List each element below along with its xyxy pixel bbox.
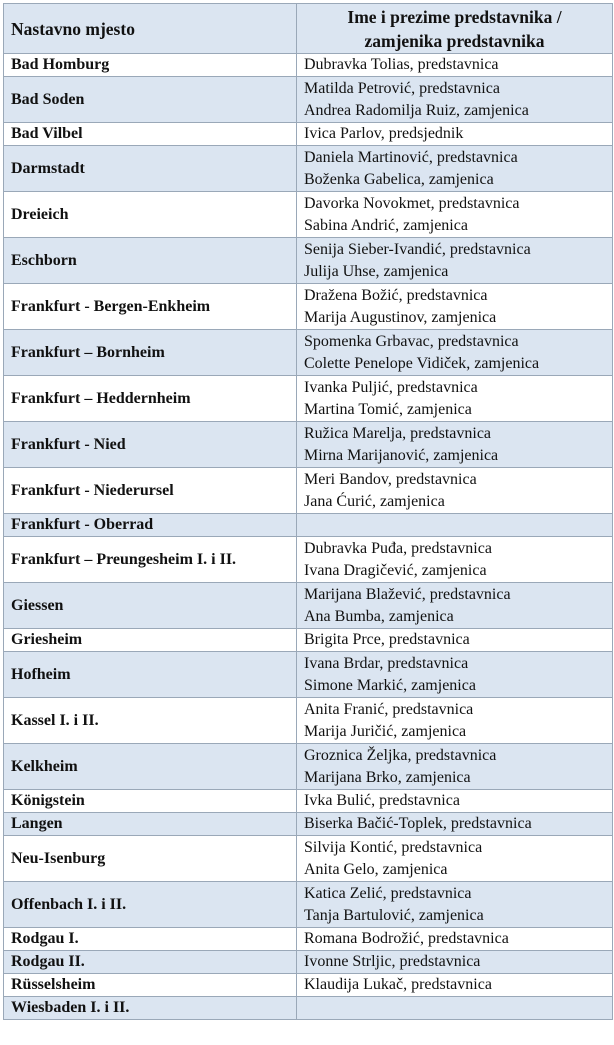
representatives-table (3, 3, 613, 1020)
representative-cell (297, 376, 613, 422)
representative-cell (297, 330, 613, 376)
representative-name: Groznica Željka, predstavnica (304, 746, 497, 764)
table-row (4, 238, 613, 284)
teaching-location-cell: Bad Soden (4, 77, 297, 123)
table-row (4, 192, 613, 238)
table-row (4, 583, 613, 629)
teaching-location-cell: Wiesbaden I. i II. (4, 997, 297, 1020)
representative-name: Ana Bumba, zamjenica (304, 607, 454, 625)
table-row (4, 77, 613, 123)
representative-name: Marijana Brko, zamjenica (304, 768, 471, 786)
representative-name: Simone Markić, zamjenica (304, 676, 476, 694)
representative-name: Romana Bodrožić, predstavnica (304, 930, 509, 947)
header-representative-name (297, 4, 613, 54)
teaching-location-cell: Frankfurt - Niederursel (4, 468, 297, 514)
teaching-location-cell: Rüsselsheim (4, 974, 297, 997)
representative-name: Jana Ćurić, zamjenica (304, 492, 445, 510)
teaching-location-cell: Königstein (4, 790, 297, 813)
teaching-location-cell: Kelkheim (4, 744, 297, 790)
teaching-location-cell: Frankfurt - Nied (4, 422, 297, 468)
representative-name: Katica Zelić, predstavnica (304, 884, 472, 902)
table-row (4, 123, 613, 146)
representative-name: Daniela Martinović, predstavnica (304, 148, 518, 166)
representative-name: Matilda Petrović, predstavnica (304, 79, 500, 97)
representative-name: Ivka Bulić, predstavnica (304, 792, 460, 809)
table-row (4, 698, 613, 744)
representative-cell (297, 146, 613, 192)
table-row (4, 284, 613, 330)
table-row (4, 146, 613, 192)
teaching-location-cell: Frankfurt – Heddernheim (4, 376, 297, 422)
representative-name: Davorka Novokmet, predstavnica (304, 194, 520, 212)
teaching-location-cell: Frankfurt - Bergen-Enkheim (4, 284, 297, 330)
table-row (4, 951, 613, 974)
representative-name: Ivonne Strljic, predstavnica (304, 953, 481, 970)
table-row (4, 468, 613, 514)
representative-name: Mirna Marijanović, zamjenica (304, 446, 499, 464)
representative-name: Spomenka Grbavac, predstavnica (304, 332, 519, 350)
table-row (4, 813, 613, 836)
table-row (4, 974, 613, 997)
table-row (4, 997, 613, 1020)
teaching-location-cell: Langen (4, 813, 297, 836)
teaching-location-cell: Eschborn (4, 238, 297, 284)
teaching-location-cell: Rodgau I. (4, 928, 297, 951)
teaching-location-cell: Giessen (4, 583, 297, 629)
representative-name: Senija Sieber-Ivandić, predstavnica (304, 240, 531, 258)
representative-cell (297, 468, 613, 514)
representative-name: Tanja Bartulović, zamjenica (304, 906, 484, 924)
teaching-location-cell: Griesheim (4, 629, 297, 652)
teaching-location-cell: Frankfurt – Bornheim (4, 330, 297, 376)
table-row (4, 537, 613, 583)
representative-cell (297, 54, 613, 77)
representative-name: Julija Uhse, zamjenica (304, 262, 449, 280)
representative-cell (297, 882, 613, 928)
representative-name: Sabina Andrić, zamjenica (304, 216, 468, 234)
representative-name: Boženka Gabelica, zamjenica (304, 170, 494, 188)
representative-cell (297, 192, 613, 238)
representative-cell (297, 951, 613, 974)
representative-name: Biserka Bačić-Toplek, predstavnica (304, 815, 532, 832)
table-row (4, 882, 613, 928)
representative-cell (297, 744, 613, 790)
table-header-row (4, 4, 613, 54)
representative-cell (297, 123, 613, 146)
representative-name: Klaudija Lukač, predstavnica (304, 976, 492, 993)
representative-cell (297, 238, 613, 284)
table-row (4, 928, 613, 951)
representative-cell (297, 813, 613, 836)
representative-cell (297, 790, 613, 813)
header-col2-line2: zamjenika predstavnika (364, 30, 545, 51)
representative-name: Anita Franić, predstavnica (304, 700, 474, 718)
teaching-location-cell: Rodgau II. (4, 951, 297, 974)
representative-cell (297, 77, 613, 123)
representative-cell (297, 514, 613, 537)
representative-cell (297, 652, 613, 698)
table-body (4, 54, 613, 1020)
representative-name: Marija Juričić, zamjenica (304, 722, 467, 740)
representative-cell (297, 836, 613, 882)
teaching-location-cell: Kassel I. i II. (4, 698, 297, 744)
table-row (4, 652, 613, 698)
header-teaching-location: Nastavno mjesto (4, 4, 297, 54)
representative-name: Silvija Kontić, predstavnica (304, 838, 483, 856)
representative-cell (297, 583, 613, 629)
teaching-location-cell: Frankfurt – Preungesheim I. i II. (4, 537, 297, 583)
representative-cell (297, 997, 613, 1020)
representative-name: Dubravka Puđa, predstavnica (304, 539, 492, 557)
representative-name: Ivana Brdar, predstavnica (304, 654, 469, 672)
teaching-location-cell: Neu-Isenburg (4, 836, 297, 882)
table-row (4, 54, 613, 77)
representative-name: Marijana Blažević, predstavnica (304, 585, 511, 603)
teaching-location-cell: Bad Homburg (4, 54, 297, 77)
representative-cell (297, 422, 613, 468)
teaching-location-cell: Hofheim (4, 652, 297, 698)
representative-cell (297, 284, 613, 330)
representative-name: Andrea Radomilja Ruiz, zamjenica (304, 101, 529, 119)
representative-name: Ivanka Puljić, predstavnica (304, 378, 478, 396)
table-row (4, 422, 613, 468)
table-row (4, 514, 613, 537)
table-row (4, 744, 613, 790)
table-row (4, 629, 613, 652)
representative-cell (297, 928, 613, 951)
representative-name: Dražena Božić, predstavnica (304, 286, 488, 304)
representative-name: Martina Tomić, zamjenica (304, 400, 472, 418)
representative-name: Ružica Marelja, predstavnica (304, 424, 492, 442)
teaching-location-cell: Bad Vilbel (4, 123, 297, 146)
teaching-location-cell: Darmstadt (4, 146, 297, 192)
teaching-location-cell: Frankfurt - Oberrad (4, 514, 297, 537)
representative-name: Colette Penelope Vidiček, zamjenica (304, 354, 540, 372)
table-row (4, 330, 613, 376)
table-row (4, 790, 613, 813)
representative-cell (297, 974, 613, 997)
representative-name: Marija Augustinov, zamjenica (304, 308, 497, 326)
representative-name: Meri Bandov, predstavnica (304, 470, 477, 488)
representative-name: Ivica Parlov, predsjednik (304, 125, 464, 142)
representative-cell (297, 629, 613, 652)
representative-cell (297, 537, 613, 583)
teaching-location-cell: Dreieich (4, 192, 297, 238)
representative-name: Dubravka Tolias, predstavnica (304, 56, 499, 73)
representative-name: Brigita Prce, predstavnica (304, 631, 470, 648)
representative-name: Anita Gelo, zamjenica (304, 860, 448, 878)
teaching-location-cell: Offenbach I. i II. (4, 882, 297, 928)
table-row (4, 836, 613, 882)
header-col2-line1: Ime i prezime predstavnika / (347, 6, 562, 27)
representative-cell (297, 698, 613, 744)
table-row (4, 376, 613, 422)
representative-name: Ivana Dragičević, zamjenica (304, 561, 487, 579)
